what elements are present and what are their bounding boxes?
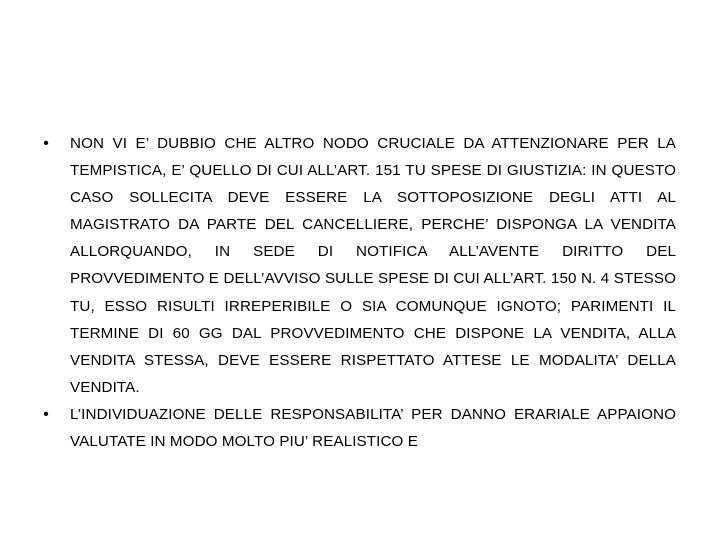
bullet-list xyxy=(38,130,676,455)
bullet-marker: • xyxy=(43,405,49,423)
bullet-item-sale-timing xyxy=(38,130,676,401)
bullet-text: L’INDIVIDUAZIONE DELLE RESPONSABILITA’ PER DANNO ERARIALE APPAIONO VALUTATE IN MODO MOLTO PIU’ REALISTICO E xyxy=(70,405,676,451)
bullet-item-responsibility xyxy=(38,401,676,455)
bullet-marker: • xyxy=(43,135,49,152)
bullet-text: NON VI E’ DUBBIO CHE ALTRO NODO CRUCIALE DA ATTENZIONARE PER LA TEMPISTICA, E’ QUELLO DI CUI ALL’ART. 151 TU SPESE DI GIUSTIZIA: IN QUESTO CASO SOLLECITA DEVE ESSERE LA SOTTOPOSIZIONE DEGLI ATTI AL MAGISTRATO DA PARTE DEL CANCELLIERE, PERCHE’ DISPONGA LA VENDITA ALLORQUANDO, IN SEDE DI NOTIFICA ALL’AVENTE DIRITTO DEL PROVVEDIMENTO E DELL’AVVISO SULLE SPESE DI CUI ALL’ART. 150 N. 4 STESSO TU, ESSO RISULTI IRREPERIBILE O SIA COMUNQUE IGNOTO; PARIMENTI IL TERMINE DI 60 GG DAL PROVVEDIMENTO CHE DISPONE LA VENDITA, ALLA VENDITA STESSA, DEVE ESSERE RISPETTATO ATTESE LE MODALITA’ DELLA VENDITA. xyxy=(70,135,676,396)
